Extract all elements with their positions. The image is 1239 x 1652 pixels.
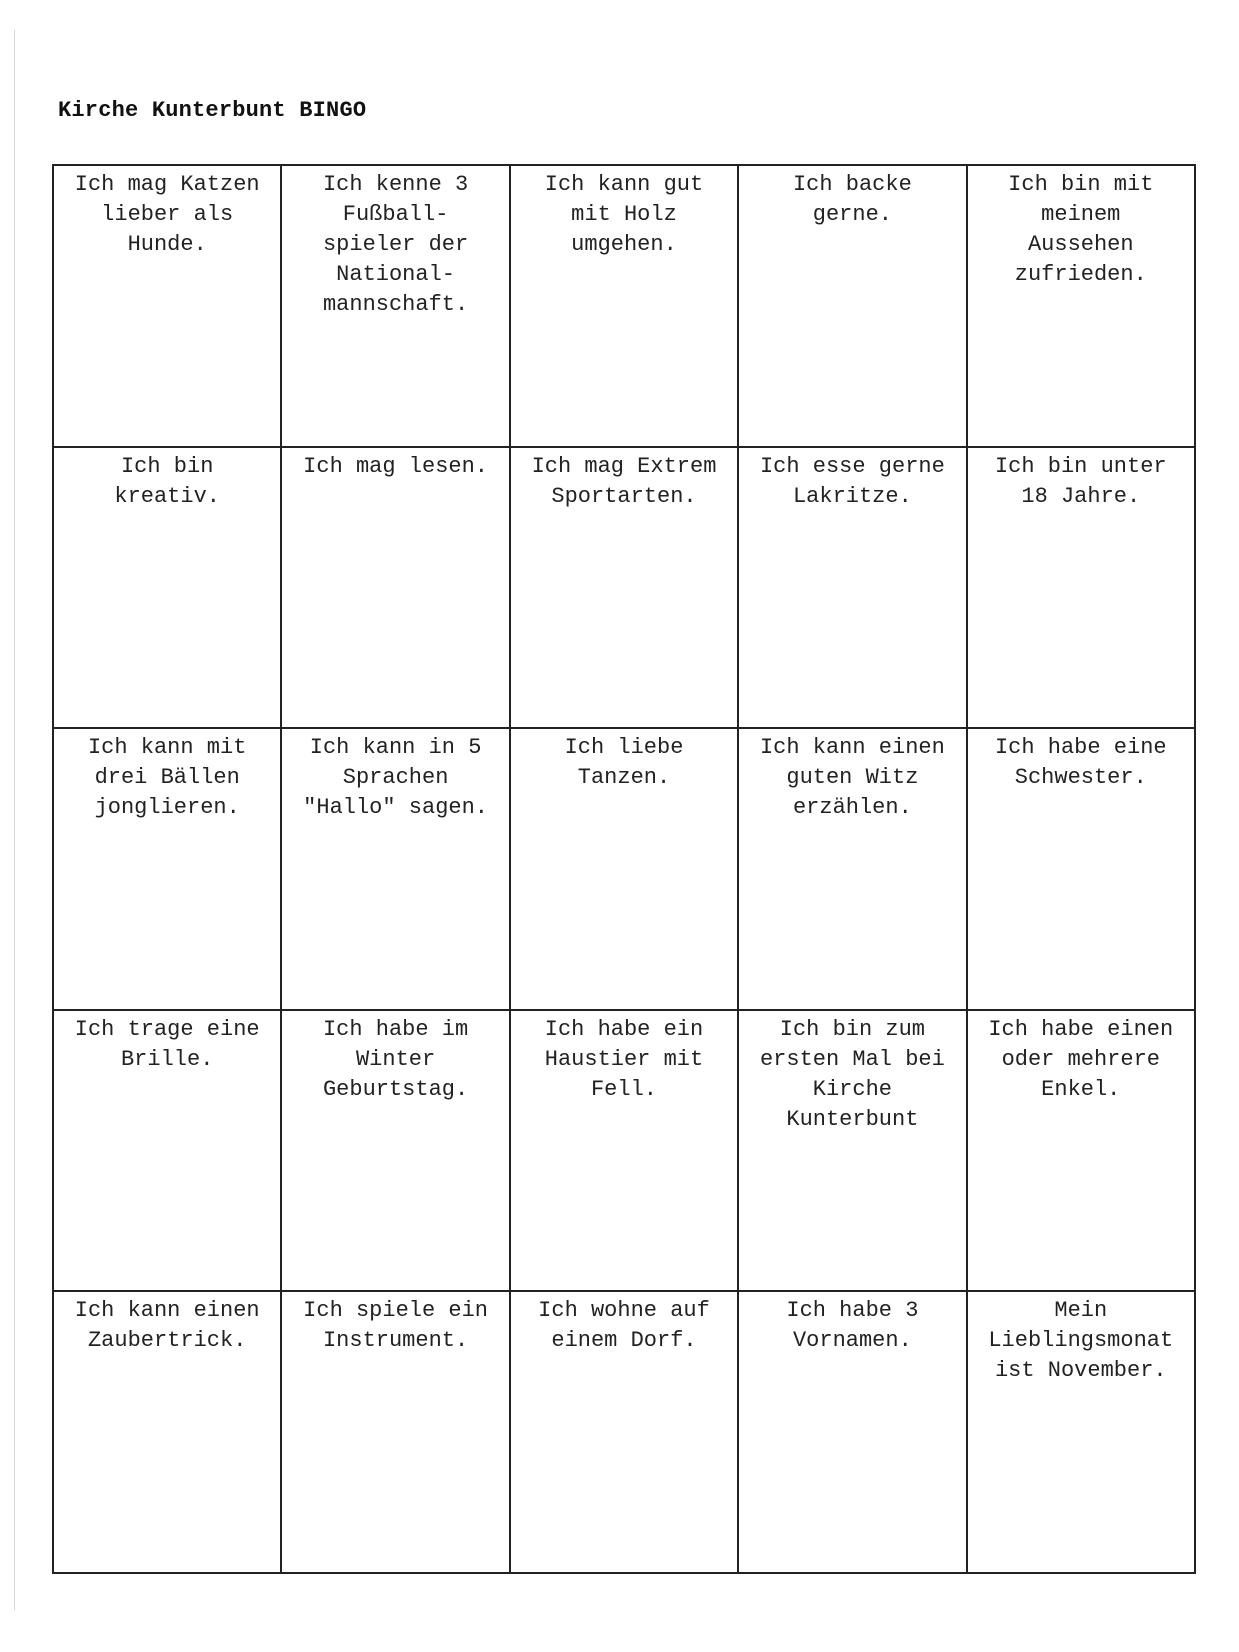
page-margin-line — [14, 30, 15, 1610]
bingo-cell-text: Mein Lieblingsmonat ist November. — [988, 1298, 1174, 1384]
bingo-cell-text: Ich mag lesen. — [303, 453, 489, 479]
bingo-cell[interactable] — [511, 448, 739, 730]
bingo-cell-text: Ich habe 3 Vornamen. — [786, 1298, 919, 1354]
bingo-cell-text: Ich kann in 5 Sprachen "Hallo" sagen. — [303, 735, 489, 821]
bingo-cell-text: Ich bin unter 18 Jahre. — [994, 453, 1167, 509]
bingo-cell[interactable] — [282, 1011, 510, 1293]
document-title: Kirche Kunterbunt BINGO — [58, 98, 367, 123]
bingo-cell-text: Ich kann mit drei Bällen jonglieren. — [87, 735, 247, 821]
bingo-cell-text: Ich trage eine Brille. — [74, 1016, 260, 1072]
bingo-cell-text: Ich esse gerne Lakritze. — [759, 453, 945, 509]
bingo-cell[interactable] — [739, 729, 967, 1011]
bingo-cell[interactable] — [282, 729, 510, 1011]
bingo-cell-text: Ich habe ein Haustier mit Fell. — [544, 1016, 704, 1102]
bingo-cell[interactable] — [511, 1292, 739, 1574]
bingo-cell-text: Ich habe einen oder mehrere Enkel. — [988, 1016, 1174, 1102]
bingo-cell-text: Ich habe eine Schwester. — [994, 735, 1167, 791]
bingo-cell[interactable] — [739, 1292, 967, 1574]
bingo-cell[interactable] — [968, 1292, 1196, 1574]
bingo-cell[interactable] — [54, 1292, 282, 1574]
bingo-cell-text: Ich kann gut mit Holz umgehen. — [544, 172, 704, 257]
bingo-cell-text: Ich kann einen guten Witz erzählen. — [759, 735, 945, 821]
bingo-cell[interactable] — [739, 1011, 967, 1293]
bingo-cell[interactable] — [968, 1011, 1196, 1293]
bingo-cell[interactable] — [54, 1011, 282, 1293]
bingo-cell[interactable] — [282, 166, 510, 448]
bingo-cell[interactable] — [54, 166, 282, 448]
bingo-cell[interactable] — [282, 448, 510, 730]
bingo-cell[interactable] — [739, 166, 967, 448]
bingo-grid — [52, 164, 1196, 1574]
bingo-cell[interactable] — [54, 729, 282, 1011]
bingo-cell[interactable] — [968, 448, 1196, 730]
bingo-cell-text: Ich kenne 3 Fußball- spieler der National- mannschaft. — [322, 172, 469, 317]
bingo-cell[interactable] — [739, 448, 967, 730]
bingo-cell-text: Ich habe im Winter Geburtstag. — [322, 1016, 469, 1102]
bingo-cell-text: Ich liebe Tanzen. — [564, 735, 684, 791]
bingo-cell-text: Ich kann einen Zaubertrick. — [74, 1298, 260, 1354]
bingo-cell-text: Ich wohne auf einem Dorf. — [538, 1298, 710, 1354]
bingo-cell[interactable] — [968, 166, 1196, 448]
bingo-cell-text: Ich bin zum ersten Mal bei Kirche Kunterbunt — [759, 1016, 945, 1132]
bingo-cell[interactable] — [282, 1292, 510, 1574]
bingo-cell[interactable] — [968, 729, 1196, 1011]
bingo-cell[interactable] — [511, 729, 739, 1011]
bingo-cell-text: Ich mag Katzen lieber als Hunde. — [74, 172, 260, 257]
bingo-cell-text: Ich backe gerne. — [792, 172, 912, 227]
bingo-cell[interactable] — [54, 448, 282, 730]
bingo-cell-text: Ich bin kreativ. — [114, 453, 220, 509]
bingo-cell[interactable] — [511, 166, 739, 448]
bingo-cell[interactable] — [511, 1011, 739, 1293]
bingo-cell-text: Ich mag Extrem Sportarten. — [531, 453, 717, 509]
bingo-cell-text: Ich bin mit meinem Aussehen zufrieden. — [1008, 172, 1154, 287]
bingo-cell-text: Ich spiele ein Instrument. — [303, 1298, 489, 1354]
